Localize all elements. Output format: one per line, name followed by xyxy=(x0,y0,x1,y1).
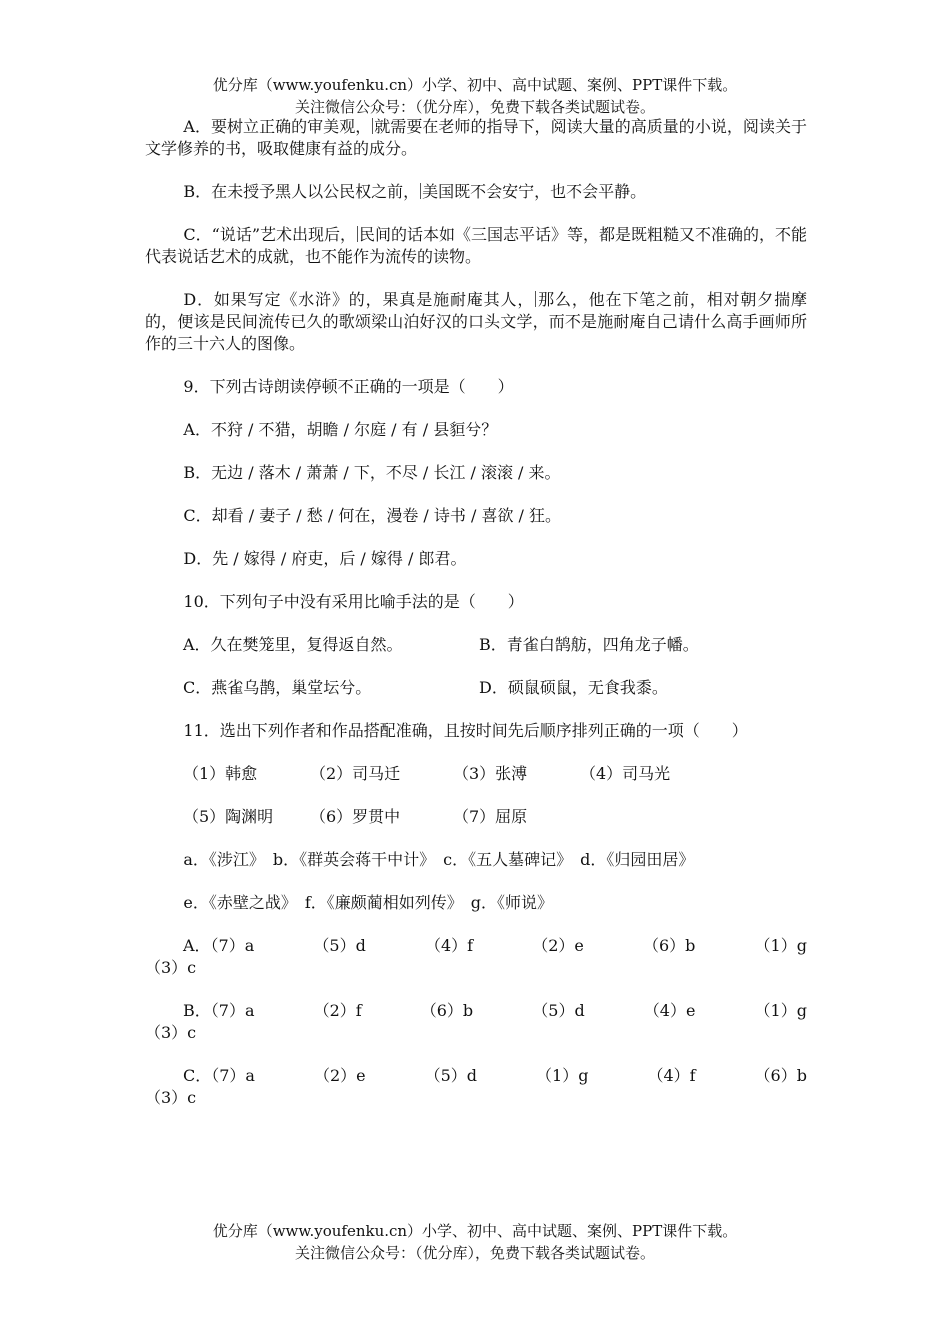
q9-option-d: D．先 / 嫁得 / 府吏，后 / 嫁得 / 郎君。 xyxy=(183,549,467,568)
option-part: （1）g xyxy=(536,1066,589,1085)
q9-option-c: C．却看 / 妻子 / 愁 / 何在，漫卷 / 诗书 / 喜欲 / 狂。 xyxy=(183,506,562,525)
page-content xyxy=(145,116,807,1130)
option-part: （1）g xyxy=(754,936,807,955)
q11-stem: 11．选出下列作者和作品搭配准确，且按时间先后顺序排列正确的一项（ ） xyxy=(183,721,748,740)
q11-option-a xyxy=(145,935,807,979)
option-part: （1）g xyxy=(754,1001,807,1020)
text-cursor-mark xyxy=(357,226,358,242)
option-part: （2）e xyxy=(532,936,584,955)
option-tail: （3）c xyxy=(145,1088,197,1107)
q11-option-b xyxy=(145,1000,807,1044)
footer-line-2: 关注微信公众号：（优分库），免费下载各类试题试卷。 xyxy=(294,1244,655,1262)
q10-option-b: B．青雀白鹄舫，四角龙子幡。 xyxy=(479,635,699,654)
author-item: （5）陶渊明 xyxy=(183,807,274,826)
option-part: （4）e xyxy=(643,1001,696,1020)
q11-works-row-2: e．《赤壁之战》 f．《廉颇蔺相如列传》 g．《师说》 xyxy=(183,893,554,912)
option-part: C．（7）a xyxy=(183,1066,255,1085)
header-line-1: 优分库（www.youfenku.cn）小学、初中、高中试题、案例、PPT课件下载。 xyxy=(212,76,738,94)
option-part: A．（7）a xyxy=(183,936,255,955)
text-cursor-mark xyxy=(420,183,421,199)
q10-option-c: C．燕雀乌鹊，巢堂坛兮。 xyxy=(183,678,372,697)
option-part: （2）f xyxy=(313,1001,362,1020)
option-part: （4）f xyxy=(647,1066,696,1085)
author-item: （7）屈原 xyxy=(453,807,528,826)
q10-option-d: D．硕鼠硕鼠，无食我黍。 xyxy=(479,678,668,697)
option-tail: （3）c xyxy=(145,1023,197,1042)
header-line-2: 关注微信公众号：（优分库），免费下载各类试题试卷。 xyxy=(294,98,655,116)
option-part: （6）b xyxy=(642,936,696,955)
q8-option-b: B．在未授予黑人以公民权之前， 美国既不会安宁，也不会平静。 xyxy=(183,182,647,201)
footer-line-1: 优分库（www.youfenku.cn）小学、初中、高中试题、案例、PPT课件下载。 xyxy=(212,1222,738,1240)
option-tail: （3）c xyxy=(145,958,197,977)
author-item: （3）张溥 xyxy=(453,764,528,783)
page-footer xyxy=(0,1220,950,1264)
q8-option-c: C．“说话”艺术出现后， 民间的话本如《三国志平话》等，都是既粗糙又不准确的，不能代表说话艺术的成就，也不能作为流传的读物。 xyxy=(145,225,808,266)
page-header xyxy=(0,74,950,118)
q8-option-d: D．如果写定《水浒》的，果真是施耐庵其人， 那么，他在下笔之前，相对朝夕揣摩的，便该是民间流传已久的歌颂梁山泊好汉的口头文学，而不是施耐庵自己请什么高手画师所作的三十六人的图像。 xyxy=(145,290,807,353)
q10-option-a: A．久在樊笼里，复得返自然。 xyxy=(183,635,403,654)
q9-option-b: B．无边 / 落木 / 萧萧 / 下，不尽 / 长江 / 滚滚 / 来。 xyxy=(183,463,561,482)
q9-stem: 9．下列古诗朗读停顿不正确的一项是（ ） xyxy=(183,377,514,396)
q11-authors-row-1 xyxy=(183,763,807,785)
q9-option-a: A．不狩 / 不猎，胡瞻 / 尔庭 / 有 / 县貆兮？ xyxy=(183,420,498,439)
q8-option-a: A．要树立正确的审美观， 就需要在老师的指导下，阅读大量的高质量的小说，阅读关于文学修养的书，吸取健康有益的成分。 xyxy=(145,117,807,158)
q11-works-row-1: a．《涉江》 b．《群英会蒋干中计》 c．《五人墓碑记》 d．《归园田居》 xyxy=(183,850,695,869)
option-part: B．（7）a xyxy=(183,1001,255,1020)
option-part: （6）b xyxy=(420,1001,474,1020)
q11-option-c xyxy=(145,1065,807,1109)
option-part: （2）e xyxy=(313,1066,366,1085)
q10-stem: 10．下列句子中没有采用比喻手法的是（ ） xyxy=(183,592,524,611)
option-part: （5）d xyxy=(424,1066,478,1085)
author-item: （6）罗贯中 xyxy=(310,807,401,826)
author-item: （2）司马迁 xyxy=(310,764,401,783)
q11-authors-row-2 xyxy=(183,806,807,828)
option-part: （5）d xyxy=(313,936,366,955)
option-part: （5）d xyxy=(532,1001,585,1020)
option-part: （6）b xyxy=(754,1066,807,1085)
author-item: （4）司马光 xyxy=(580,764,671,783)
option-part: （4）f xyxy=(424,936,474,955)
author-item: （1）韩愈 xyxy=(183,764,258,783)
q10-options-row-2 xyxy=(183,677,807,699)
q10-options-row-1 xyxy=(183,634,807,656)
